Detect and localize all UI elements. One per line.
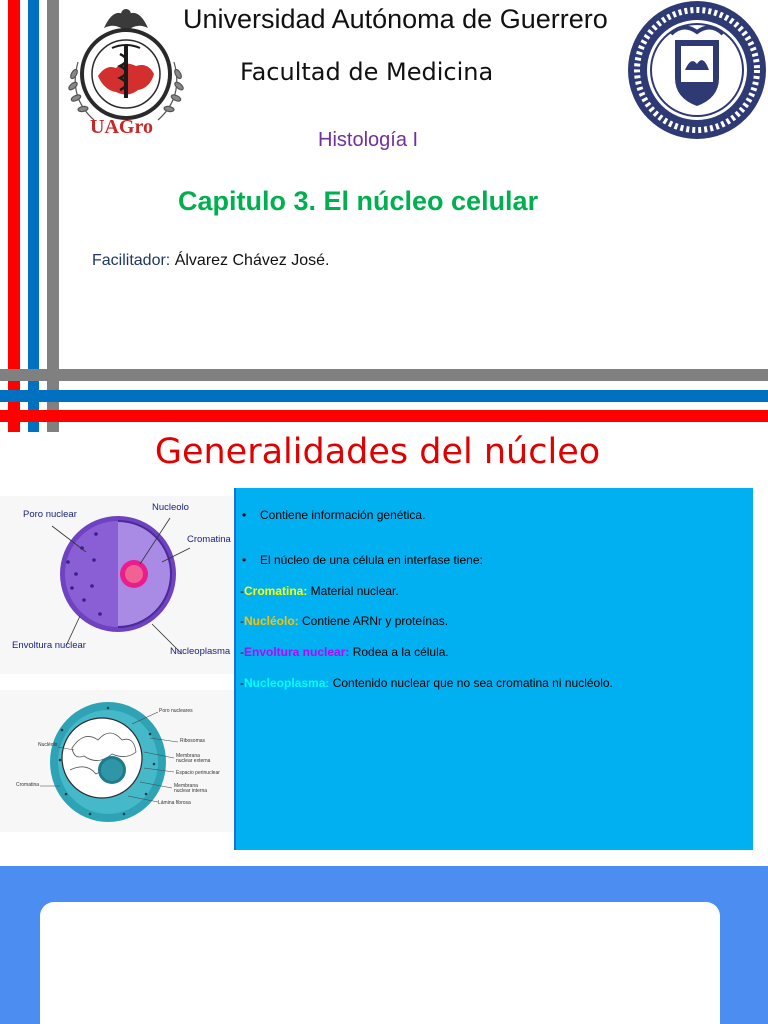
item-nucleoplasma bbox=[240, 676, 613, 690]
label-envoltura-nuclear: Envoltura nuclear bbox=[12, 640, 86, 651]
item-desc: Contiene ARNr y proteínas. bbox=[298, 614, 449, 628]
label-espacio-perinuclear: Espacio perinuclear bbox=[176, 770, 220, 776]
bullet-line-1 bbox=[242, 508, 425, 522]
faculty-logo bbox=[64, 2, 188, 140]
label-poro-nucleares: Poro nucleares bbox=[159, 708, 193, 714]
faculty-name: Facultad de Medicina bbox=[240, 58, 494, 86]
red-horizontal-stripe bbox=[0, 410, 768, 422]
blue-horizontal-stripe bbox=[0, 390, 768, 402]
item-cromatina bbox=[240, 584, 399, 598]
title-slide bbox=[0, 0, 768, 432]
white-card bbox=[40, 902, 720, 1024]
blue-vertical-stripe bbox=[28, 0, 39, 432]
gray-vertical-stripe bbox=[47, 0, 59, 432]
label-nucleoplasma: Nucleoplasma bbox=[170, 646, 231, 657]
item-dash: - bbox=[240, 676, 244, 690]
bullet-marker: • bbox=[242, 508, 247, 522]
label-membrana-externa: Membrana nuclear externa bbox=[176, 753, 211, 764]
label-poro-nuclear: Poro nuclear bbox=[23, 509, 77, 520]
label-nucleolo-2: Nucléolo bbox=[38, 742, 58, 748]
item-term: Nucleoplasma: bbox=[244, 676, 330, 690]
item-desc: Contenido nuclear que no sea cromatina ni nucléolo. bbox=[329, 676, 613, 690]
item-dash: - bbox=[240, 584, 244, 598]
next-slide bbox=[0, 866, 768, 1024]
item-term: Nucléolo: bbox=[244, 614, 299, 628]
subject-title: Histología I bbox=[318, 129, 419, 151]
label-membrana-interna: Membrana nuclear interna bbox=[174, 783, 208, 794]
uagro-logo-text: UAGro bbox=[90, 116, 153, 138]
bullet-marker: • bbox=[242, 553, 247, 567]
gray-horizontal-stripe bbox=[0, 369, 768, 381]
item-term: Cromatina: bbox=[244, 584, 308, 598]
bullet-text-1: Contiene información genética. bbox=[260, 508, 426, 522]
university-seal-graphic bbox=[627, 0, 768, 140]
facilitator-label: Facilitador: bbox=[92, 252, 171, 269]
red-vertical-stripe bbox=[8, 0, 20, 432]
label-nucleolo: Nucleolo bbox=[152, 502, 189, 513]
cell-section-diagram bbox=[0, 690, 234, 832]
facilitator-line bbox=[92, 252, 329, 270]
label-cromatina-2: Cromatina bbox=[16, 782, 40, 788]
nucleus-diagram bbox=[0, 496, 234, 674]
item-envoltura bbox=[240, 645, 449, 659]
label-ribosomas: Ribosomas bbox=[180, 738, 206, 744]
item-nucleolo bbox=[240, 614, 448, 628]
item-desc: Material nuclear. bbox=[307, 584, 399, 598]
university-name: Universidad Autónoma de Guerrero bbox=[183, 4, 608, 34]
bullet-line-2 bbox=[242, 553, 483, 567]
item-dash: - bbox=[240, 645, 244, 659]
university-seal bbox=[627, 0, 768, 140]
content-slide bbox=[0, 432, 768, 866]
item-desc: Rodea a la célula. bbox=[349, 645, 449, 659]
bullet-text-2: El núcleo de una célula en interfase tiene: bbox=[260, 553, 483, 567]
item-term: Envoltura nuclear: bbox=[244, 645, 350, 659]
item-dash: - bbox=[240, 614, 244, 628]
chapter-title: Capitulo 3. El núcleo celular bbox=[178, 186, 539, 216]
label-lamina-fibrosa: Lámina fibrosa bbox=[158, 800, 191, 806]
label-cromatina: Cromatina bbox=[187, 534, 231, 545]
content-text-box bbox=[234, 488, 753, 850]
slide-heading: Generalidades del núcleo bbox=[154, 432, 601, 472]
facilitator-name: Álvarez Chávez José. bbox=[170, 252, 330, 269]
